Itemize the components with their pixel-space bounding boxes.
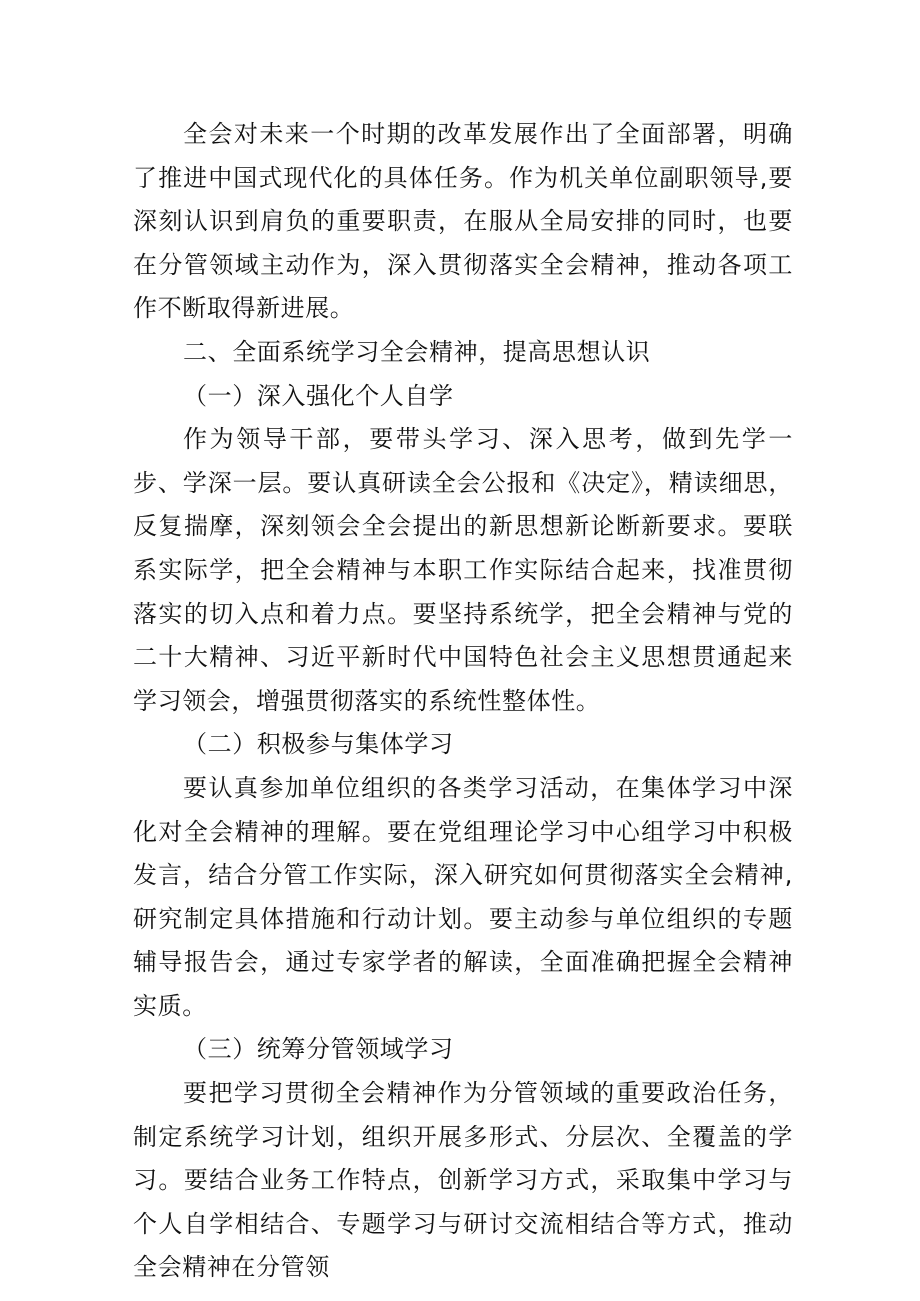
paragraph-field-study: 要把学习贯彻全会精神作为分管领域的重要政治任务，制定系统学习计划，组织开展多形式、分层次、全覆盖的学习。要结合业务工作特点，创新学习方式，采取集中学习与个人自学相结合、专题学习与研讨交流相结合等方式，推动全会精神在分管领 (133, 1079, 793, 1282)
subheading-3: （三）统筹分管领域学习 (183, 1035, 454, 1064)
paragraph-group-study: 要认真参加单位组织的各类学习活动，在集体学习中深化对全会精神的理解。要在党组理论学习中心组学习中积极发言，结合分管工作实际，深入研究如何贯彻落实全会精神,研究制定具体措施和行动计划。要主动参与单位组织的专题辅导报告会，通过专家学者的解读，全面准确把握全会精神实质。 (133, 773, 793, 1020)
document-page (133, 113, 793, 1290)
paragraph-self-study: 作为领导干部，要带头学习、深入思考，做到先学一步、学深一层。要认真研读全会公报和《决定》，精读细思，反复揣摩，深刻领会全会提出的新思想新论断新要求。要联系实际学，把全会精神与本职工作实际结合起来，找准贯彻落实的切入点和着力点。要坚持系统学，把全会精神与党的二十大精神、习近平新时代中国特色社会主义思想贯通起来学习领会，增强贯彻落实的系统性整体性。 (133, 425, 793, 715)
subheading-1: （一）深入强化个人自学 (183, 381, 454, 410)
paragraph-intro: 全会对未来一个时期的改革发展作出了全面部署，明确了推进中国式现代化的具体任务。作为机关单位副职领导,要深刻认识到肩负的重要职责，在服从全局安排的同时，也要在分管领域主动作为，深入贯彻落实全会精神，推动各项工作不断取得新进展。 (133, 120, 793, 323)
subheading-2: （二）积极参与集体学习 (183, 730, 454, 759)
section-heading-2: 二、全面系统学习全会精神，提高思想认识 (183, 337, 651, 366)
